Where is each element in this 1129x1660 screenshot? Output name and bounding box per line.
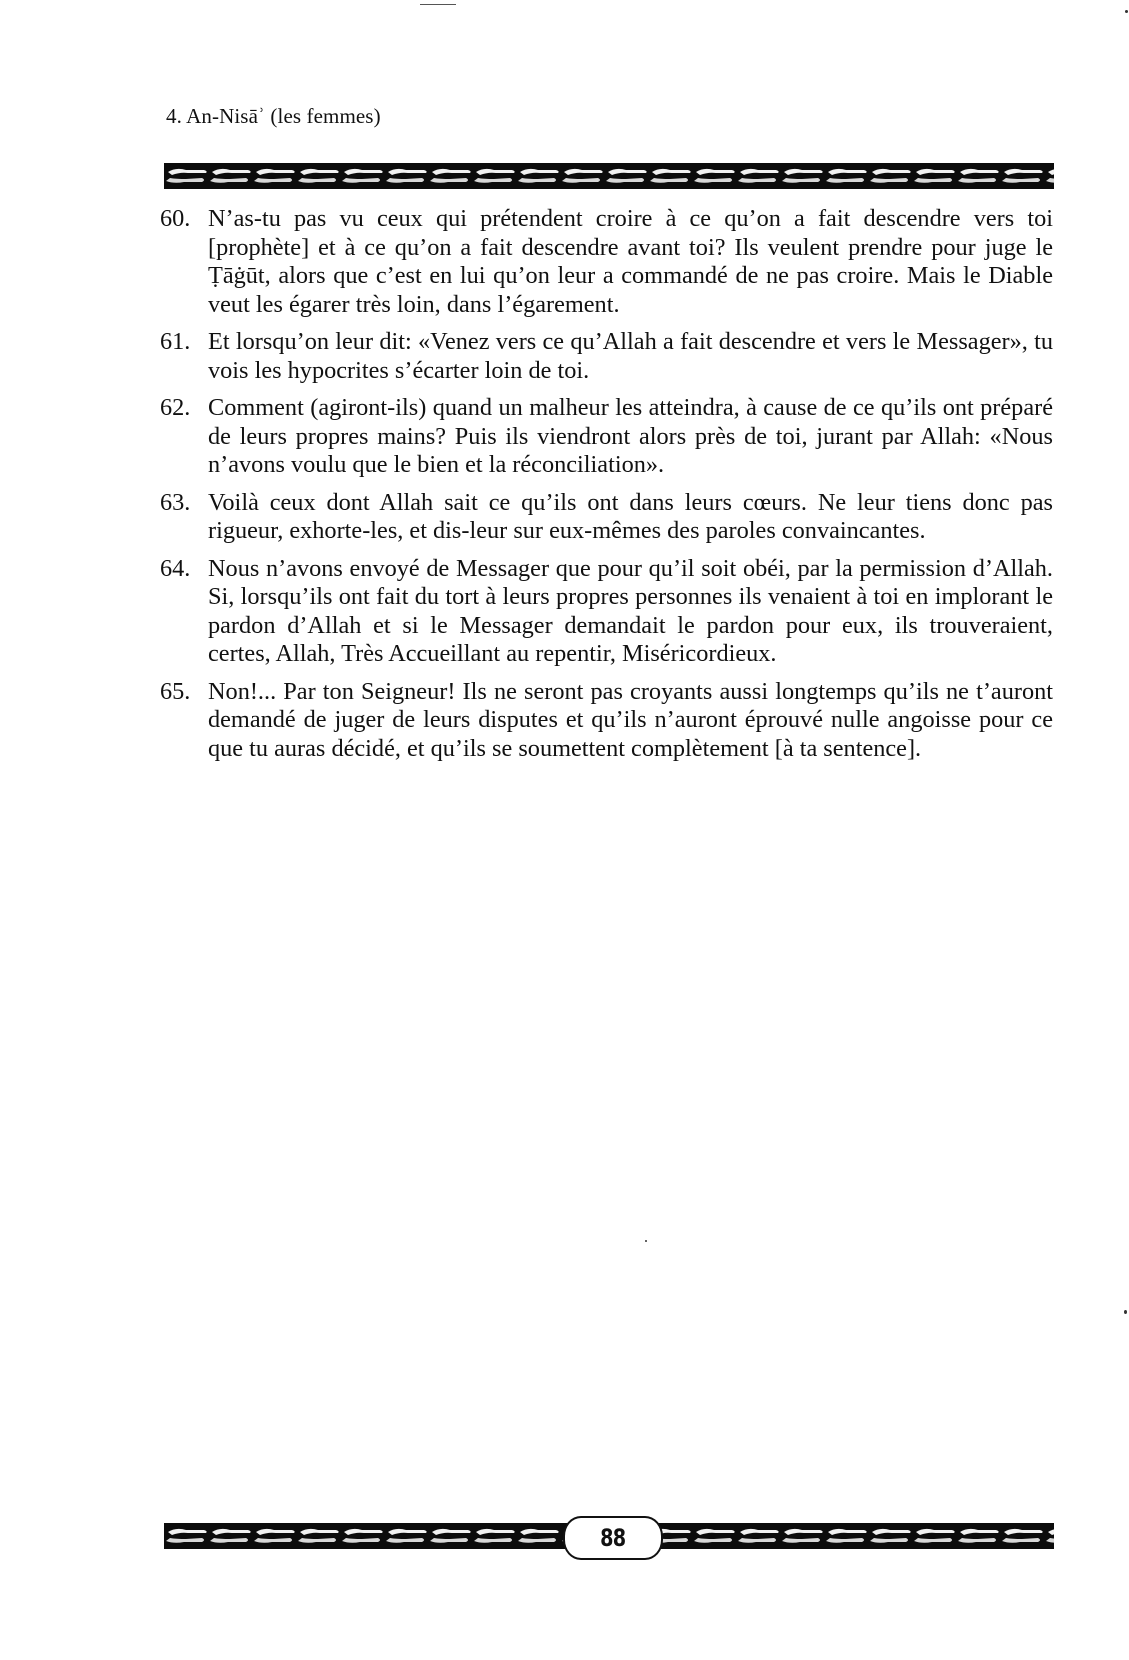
verse-number: 63.	[160, 488, 191, 516]
verse-text: Nous n’avons envoyé de Messager que pour qu’il soit obéi, par la permission d’Allah. Si, lorsqu’ils ont fait du tort à leurs propres personnes ils venaient à toi en implorant le pardon d’Allah et si le Messager demandait le pardon pour eux, ils trouveraient, certes, Allah, Très Accueillant au repentir, Miséricordieux.	[208, 554, 1053, 667]
page-number: 88	[600, 1524, 626, 1552]
verse-number: 62.	[160, 394, 191, 421]
page-number-badge	[563, 1516, 663, 1560]
scan-mark	[420, 4, 456, 5]
scan-speck	[1124, 1310, 1127, 1314]
verse-item	[160, 205, 1053, 319]
verse-text: Non!... Par ton Seigneur! Ils ne seront pas croyants aussi longtemps qu’ils ne t’auront demandé de juger de leurs disputes et qu’ils n’auront éprouvé nulle angoisse pour ce que tu auras décidé, et qu’ils se soumettent complètement [à ta sentence].	[208, 677, 1053, 762]
scan-speck	[645, 1240, 647, 1242]
scan-speck	[1125, 10, 1128, 13]
verse-number: 65.	[160, 677, 191, 705]
verse-number: 61.	[160, 328, 191, 355]
chapter-header: 4. An-Nisāʾ (les femmes)	[166, 104, 381, 128]
verse-text: Et lorsqu’on leur dit: «Venez vers ce qu’Allah a fait descendre et vers le Messager», tu vois les hypocrites s’écarter loin de toi.	[208, 328, 1053, 384]
verse-item	[160, 555, 1053, 669]
chain-ornament-top	[164, 163, 1054, 189]
verse-item	[160, 678, 1053, 764]
verse-number: 60.	[160, 205, 191, 232]
verse-text: Voilà ceux dont Allah sait ce qu’ils ont dans leurs cœurs. Ne leur tiens donc pas rigueur, exhorte-les, et dis-leur sur eux-mêmes des paroles convaincantes.	[208, 488, 1053, 544]
verse-item	[160, 489, 1053, 546]
verse-item	[160, 394, 1053, 480]
verse-item	[160, 328, 1053, 385]
verse-list	[160, 205, 1053, 772]
verse-text: N’as-tu pas vu ceux qui prétendent croire à ce qu’on a fait descendre vers toi [prophète] et à ce qu’on a fait descendre avant toi? Ils veulent prendre pour juge le Ṭāġūt, alors que c’est en lui qu’on leur a commandé de ne pas croire. Mais le Diable veut les égarer très loin, dans l’égarement.	[208, 205, 1053, 318]
decorative-border-top	[164, 163, 1054, 189]
verse-number: 64.	[160, 554, 191, 582]
verse-text: Comment (agiront-ils) quand un malheur les atteindra, à cause de ce qu’ils ont préparé de leurs propres mains? Puis ils viendront alors près de toi, jurant par Allah: «Nous n’avons voulu que le bien et la réconciliation».	[208, 394, 1053, 478]
